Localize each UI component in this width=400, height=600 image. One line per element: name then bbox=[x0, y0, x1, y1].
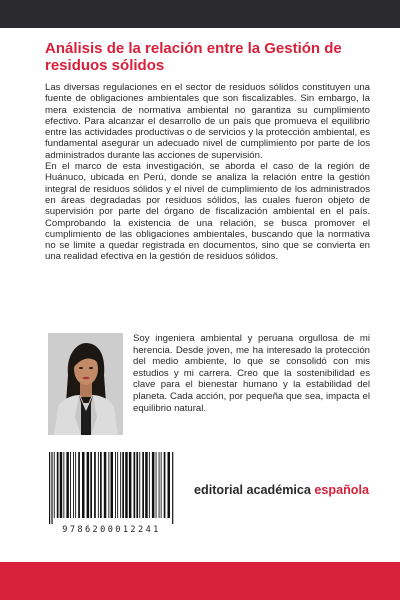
barcode-bar bbox=[168, 452, 171, 518]
barcode-bar bbox=[63, 452, 64, 518]
barcode-bar bbox=[108, 452, 109, 518]
barcode-bar bbox=[90, 452, 92, 518]
barcode-bar bbox=[57, 452, 59, 518]
barcode-bar bbox=[142, 452, 144, 518]
barcode-bar bbox=[159, 452, 160, 518]
barcode-bar bbox=[129, 452, 132, 518]
isbn-barcode bbox=[45, 452, 178, 536]
barcode-bar bbox=[152, 452, 155, 518]
abstract-paragraph-2: En el marco de esta investigación, se aborda el caso de la región de Huánuco, ubicada en Perú, donde se analiza la relación entre la gestión integral de residuos sólidos y el nivel de cumplimiento de los administrados en áreas degradadas por residuos sólidos, las cuales fueron objeto de supervisión por parte del órgano de fiscalización ambiental en el país. Comprobando la existencia de una relación, se busca promover el cumplimiento de las obligaciones ambientales, buscando que la normativa no se limite a quedar registrada en documentos, sino que se convierta en una realidad efectiva en la gestión de residuos sólidos. bbox=[45, 161, 370, 263]
barcode-bar bbox=[94, 452, 96, 518]
barcode-bar bbox=[75, 452, 76, 518]
barcode-bar bbox=[70, 452, 71, 518]
barcode-bar bbox=[172, 452, 173, 524]
barcode-bar bbox=[87, 452, 90, 518]
book-abstract bbox=[45, 82, 370, 263]
author-photo bbox=[48, 333, 123, 435]
barcode-bar bbox=[145, 452, 148, 518]
publisher-name: editorial académica bbox=[194, 483, 311, 497]
barcode-bar bbox=[156, 452, 157, 518]
barcode-bar bbox=[122, 452, 124, 518]
barcode-bar bbox=[73, 452, 74, 518]
barcode-bar bbox=[111, 452, 114, 518]
barcode-bar bbox=[125, 452, 128, 518]
barcode-bar bbox=[136, 452, 138, 518]
barcode-bar bbox=[120, 452, 121, 518]
barcode-bar bbox=[161, 452, 162, 518]
barcode-bar bbox=[134, 452, 136, 518]
publisher-logo bbox=[194, 483, 374, 497]
abstract-paragraph-1: Las diversas regulaciones en el sector de residuos sólidos constituyen una fuente de obligaciones ambientales que son fiscalizables. Sin embargo, la mera existencia de normativa ambiental no garantiza su cumplimiento efectivo. Para alcanzar el desarrollo de un país que promueva el equilibrio entre las actividades productivas o de servicios y la protección ambiental, es fundamental asegurar un adecuado nivel de cumplimiento por parte de los administrados durante las acciones de supervisión. bbox=[45, 82, 370, 161]
author-bio: Soy ingeniera ambiental y peruana orgullosa de mi herencia. Desde joven, me ha interesado la protección del medio ambiente, lo que se consolidó con mis estudios y mi carrera. Creo que la sostenibilidad es clave para el bienestar humano y la estabilidad del planeta. Cada acción, por pequeña que sea, impacta el equilibrio natural. bbox=[133, 333, 370, 414]
barcode-bar bbox=[139, 452, 140, 518]
publisher-name-accent: española bbox=[314, 483, 369, 497]
isbn-number: 9786200012241 bbox=[62, 525, 161, 535]
barcode-bar bbox=[66, 452, 69, 518]
barcode-bar bbox=[51, 452, 52, 524]
bottom-band bbox=[0, 562, 400, 600]
barcode-bar bbox=[60, 452, 63, 518]
barcode-bar bbox=[78, 452, 80, 518]
barcode-bar bbox=[100, 452, 102, 518]
barcode-bar bbox=[117, 452, 118, 518]
book-title: Análisis de la relación entre la Gestión de residuos sólidos bbox=[45, 40, 342, 74]
barcode-bar bbox=[98, 452, 99, 518]
barcode-bar bbox=[115, 452, 116, 518]
barcode-bar bbox=[104, 452, 107, 518]
barcode-bar bbox=[49, 452, 50, 524]
barcode-bar bbox=[54, 452, 55, 518]
barcode-bar bbox=[164, 452, 166, 518]
barcode-bar bbox=[149, 452, 150, 518]
barcode-bar bbox=[82, 452, 85, 518]
top-band bbox=[0, 0, 400, 28]
